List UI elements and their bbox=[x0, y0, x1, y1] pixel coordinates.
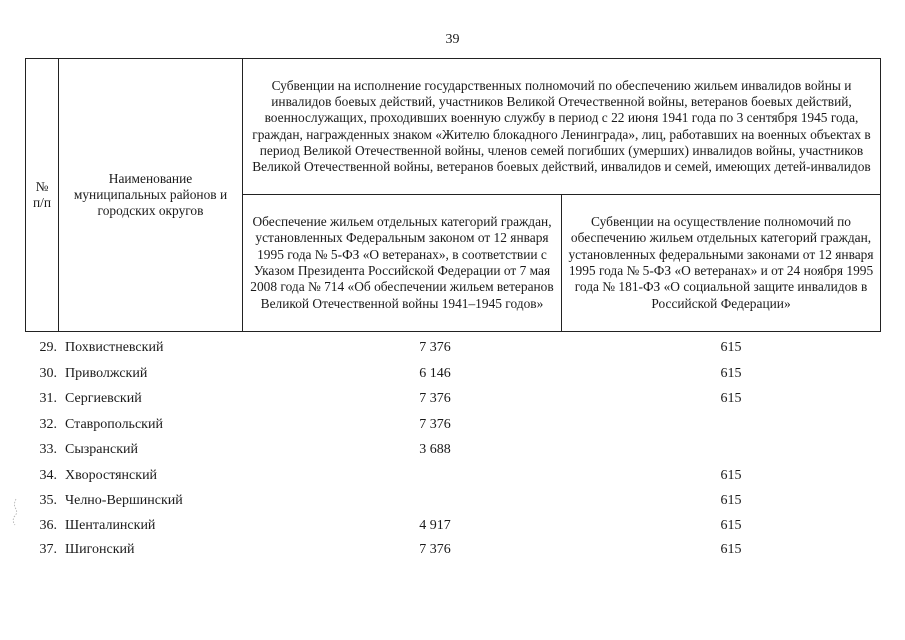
row-value-housing: 4 917 bbox=[419, 518, 451, 533]
row-value-authority: 615 bbox=[720, 366, 742, 381]
row-value-authority: 615 bbox=[720, 391, 742, 406]
row-name: Похвистневский bbox=[65, 340, 164, 355]
header-name-column: Наименование муниципальных районов и городских округов bbox=[59, 59, 243, 332]
row-number: 34. bbox=[39, 468, 57, 483]
table-row bbox=[25, 539, 881, 561]
header-subvention-group: Субвенции на исполнение государственных полномочий по обеспечению жильем инвалидов войны и инвалидов боевых действий, участников Великой Отечественной войны, ветеранов боевых действий, военнослужащих, проходивших военную службу в период с 22 июня 1941 года по 3 сентября 1945 года, граждан, награжденных знаком «Жителю блокадного Ленинграда», лиц, работавших на военных объектах в период Великой Отечественной войны, членов семей погибших (умерших) инвалидов войны, участников Великой Отечественной войны, ветеранов боевых действий, инвалидов и семей, имеющих детей-инвалидов bbox=[243, 59, 881, 195]
row-number: 33. bbox=[39, 442, 57, 457]
row-name: Шигонский bbox=[65, 542, 135, 557]
table-row bbox=[25, 363, 881, 385]
row-value-authority: 615 bbox=[720, 518, 742, 533]
row-value-authority: 615 bbox=[720, 340, 742, 355]
row-value-housing: 7 376 bbox=[419, 542, 451, 557]
row-value-housing: 7 376 bbox=[419, 340, 451, 355]
table-row bbox=[25, 388, 881, 410]
table-row bbox=[25, 337, 881, 359]
row-number: 35. bbox=[39, 493, 57, 508]
row-name: Челно-Вершинский bbox=[65, 493, 183, 508]
row-value-housing: 7 376 bbox=[419, 417, 451, 432]
row-name: Сергиевский bbox=[65, 391, 142, 406]
row-name: Ставропольский bbox=[65, 417, 163, 432]
row-value-housing: 7 376 bbox=[419, 391, 451, 406]
header-number-column: № п/п bbox=[26, 59, 59, 332]
table-row bbox=[25, 439, 881, 461]
row-name: Хворостянский bbox=[65, 468, 158, 483]
row-value-authority: 615 bbox=[720, 542, 742, 557]
table-row bbox=[25, 414, 881, 436]
row-number: 36. bbox=[39, 518, 57, 533]
row-name: Шенталинский bbox=[65, 518, 156, 533]
table-row bbox=[25, 515, 881, 537]
header-housing-column: Обеспечение жильем отдельных категорий граждан, установленных Федеральным законом от 12 января 1995 года № 5-ФЗ «О ветеранах», в соответствии с Указом Президента Российской Федерации от 7 мая 2008 года № 714 «Об обеспечении жильем ветеранов Великой Отечественной войны 1941–1945 годов» bbox=[243, 195, 562, 332]
row-value-housing: 6 146 bbox=[419, 366, 451, 381]
row-number: 31. bbox=[39, 391, 57, 406]
row-number: 30. bbox=[39, 366, 57, 381]
row-number: 37. bbox=[39, 542, 57, 557]
table-row bbox=[25, 465, 881, 487]
row-value-authority: 615 bbox=[720, 468, 742, 483]
row-number: 29. bbox=[39, 340, 57, 355]
scan-margin-mark bbox=[10, 497, 20, 529]
row-name: Сызранский bbox=[65, 442, 138, 457]
page-number: 39 bbox=[445, 32, 460, 47]
row-name: Приволжский bbox=[65, 366, 148, 381]
row-value-housing: 3 688 bbox=[419, 442, 451, 457]
row-value-authority: 615 bbox=[720, 493, 742, 508]
row-number: 32. bbox=[39, 417, 57, 432]
header-authority-column: Субвенции на осуществление полномочий по обеспечению жильем отдельных категорий граждан, установленных федеральными законами от 12 января 1995 года № 5-ФЗ «О ветеранах» и от 24 ноября 1995 года № 181-ФЗ «О социальной защите инвалидов в Российской Федерации» bbox=[562, 195, 881, 332]
table-row bbox=[25, 490, 881, 512]
table-header bbox=[25, 58, 881, 332]
